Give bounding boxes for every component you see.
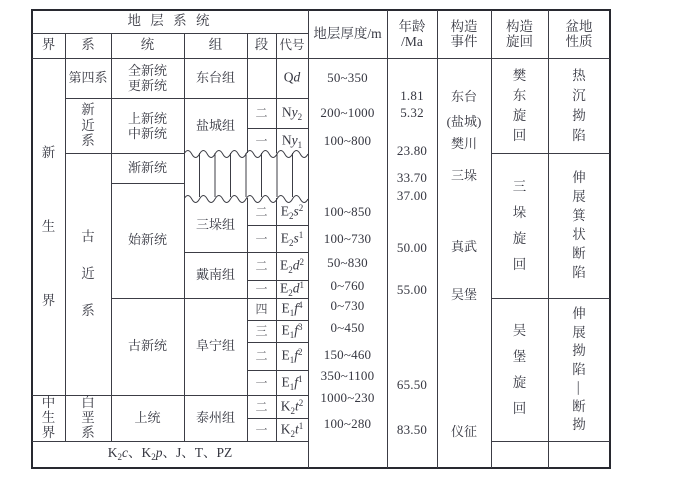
system-cretaceous: 白 垩 系 [81,395,95,440]
thickness-value: 1000~230 [320,390,375,405]
tectonic-event: 三垛 [450,168,478,183]
col-header-basin-nature: 盆地 性质 [565,19,593,49]
member-cell: 一 [255,375,268,390]
thickness-value: 0~730 [330,298,365,313]
member-cell: 二 [255,349,268,363]
code-cell: $E_1f^2$ [281,347,303,365]
age-value: 1.81 [400,88,424,103]
formation-sanduo: 三垛组 [195,217,236,232]
thickness-value: 100~800 [323,132,372,148]
member-cell: 一 [255,231,268,246]
grid-line [111,33,112,441]
tectonic-event: 吴堡 [450,287,478,302]
grid-line [247,33,248,153]
grid-line [111,183,184,184]
thickness-value: 50~350 [327,70,368,85]
series-holocene-pleistocene: 全新统 更新统 [127,63,168,93]
member-cell: 四 [255,302,268,316]
age-value: 23.80 [396,143,428,158]
system-quaternary: 第四系 [68,70,108,85]
code-cell: $E_1f^3$ [281,322,303,340]
col-header-series: 统 [140,37,155,52]
tectonic-event: 真武 [450,239,478,254]
code-cell: $E_2d^2$ [280,257,304,275]
unconformity-hatch [184,147,308,205]
thickness-value: 350~1100 [320,368,375,383]
age-value: 50.00 [396,240,428,255]
grid-line [308,10,309,468]
col-header-tectonic-cycle: 构造 旋回 [506,19,533,49]
grid-line [387,10,388,468]
member-cell: 二 [255,106,268,120]
tectonic-event: 樊川 [450,136,478,151]
grid-line [184,33,185,441]
basin-extensional-fault-depression: 伸 展 拗 陷 — 断 拗 [572,306,587,432]
system-paleogene: 古 近 系 [81,229,95,318]
cycle-wubao: 吴 堡 旋 回 [512,322,527,416]
code-cell: $K_2t^1$ [280,420,304,439]
tectonic-event: 仪征 [450,424,478,439]
thickness-value: 0~760 [330,278,365,293]
thickness-value: 100~730 [323,230,372,246]
age-value: 83.50 [396,422,428,437]
system-neogene: 新 近 系 [81,102,95,148]
thickness-value: 0~450 [330,320,365,335]
code-cell: $E_1f^1$ [281,373,303,392]
cycle-fandong: 樊 东 旋 回 [512,67,527,143]
col-header-thickness: 地层厚度/m [313,26,382,41]
formation-yancheng: 盐城组 [195,117,236,133]
code-cell: $Ny_1$ [281,132,303,150]
col-header-member: 段 [254,37,269,52]
age-value: 33.70 [396,170,428,185]
thickness-value: 100~280 [323,416,372,431]
member-cell: 二 [255,204,268,219]
grid-line [491,441,610,442]
grid-line [247,225,308,226]
col-header-age: 年龄 /Ma [398,19,426,49]
code-cell: $Ny_2$ [281,104,303,122]
grid-line [437,10,438,468]
series-eocene: 始新统 [127,232,168,247]
col-header-code: 代号 [279,38,305,52]
age-value: 37.00 [396,188,428,203]
grid-line [111,298,308,299]
col-header-era: 界 [41,37,56,52]
age-value: 55.00 [396,282,428,297]
age-value: 5.32 [400,105,424,120]
member-cell: 二 [255,259,268,273]
grid-line [247,342,308,343]
thickness-value: 150~460 [323,347,372,362]
series-upper-cretaceous: 上统 [134,410,161,425]
member-cell: 一 [255,422,268,437]
pre-cretaceous-units: $K_2c$、$K_2p$、J、T、PZ [107,444,233,463]
series-pliocene-miocene: 上新统 中新统 [127,110,168,141]
series-paleocene: 古新统 [127,338,168,353]
grid-line [276,33,277,153]
basin-thermal-subsidence: 热 沉 拗 陷 [572,67,586,143]
tectonic-event: (盐城) [446,114,482,129]
tectonic-event: 东台 [450,89,478,104]
col-header-tectonic-event: 构造 事件 [450,19,478,49]
grid-line [276,198,277,441]
code-cell: $E_2s^1$ [280,229,304,248]
code-cell: Qd [283,69,301,85]
col-header-formation: 组 [208,37,223,52]
formation-dongtai: 东台组 [195,70,236,85]
grid-line [184,252,308,253]
age-value: 65.50 [396,377,428,392]
strat-system-header: 地 层 系 统 [127,13,213,28]
thickness-value: 50~830 [327,255,368,270]
col-header-system: 系 [81,37,95,52]
code-cell: $K_2t^2$ [280,397,304,416]
cycle-sanduo: 三 垛 旋 回 [512,178,527,272]
grid-line [32,33,308,34]
code-cell: $E_2s^2$ [280,202,304,221]
member-cell: 二 [255,399,268,414]
member-cell: 三 [255,324,268,338]
grid-line [32,441,308,442]
member-cell: 一 [255,282,268,296]
formation-funing: 阜宁组 [195,338,236,353]
era-mesozoic: 中 生 界 [41,395,56,440]
thickness-value: 100~850 [323,203,372,219]
code-cell: $E_2d^1$ [280,280,304,298]
thickness-value: 200~1000 [320,105,375,120]
formation-dainan: 戴南组 [195,267,236,282]
era-cenozoic: 新 生 界 [41,144,56,308]
basin-extensional-halfgraben: 伸 展 箕 状 断 陷 [572,170,586,280]
member-cell: 一 [255,133,268,148]
formation-taizhou: 泰州组 [195,410,236,425]
code-cell: $E_1f^4$ [281,300,303,318]
grid-line [247,198,248,441]
series-oligocene: 渐新统 [127,160,168,175]
